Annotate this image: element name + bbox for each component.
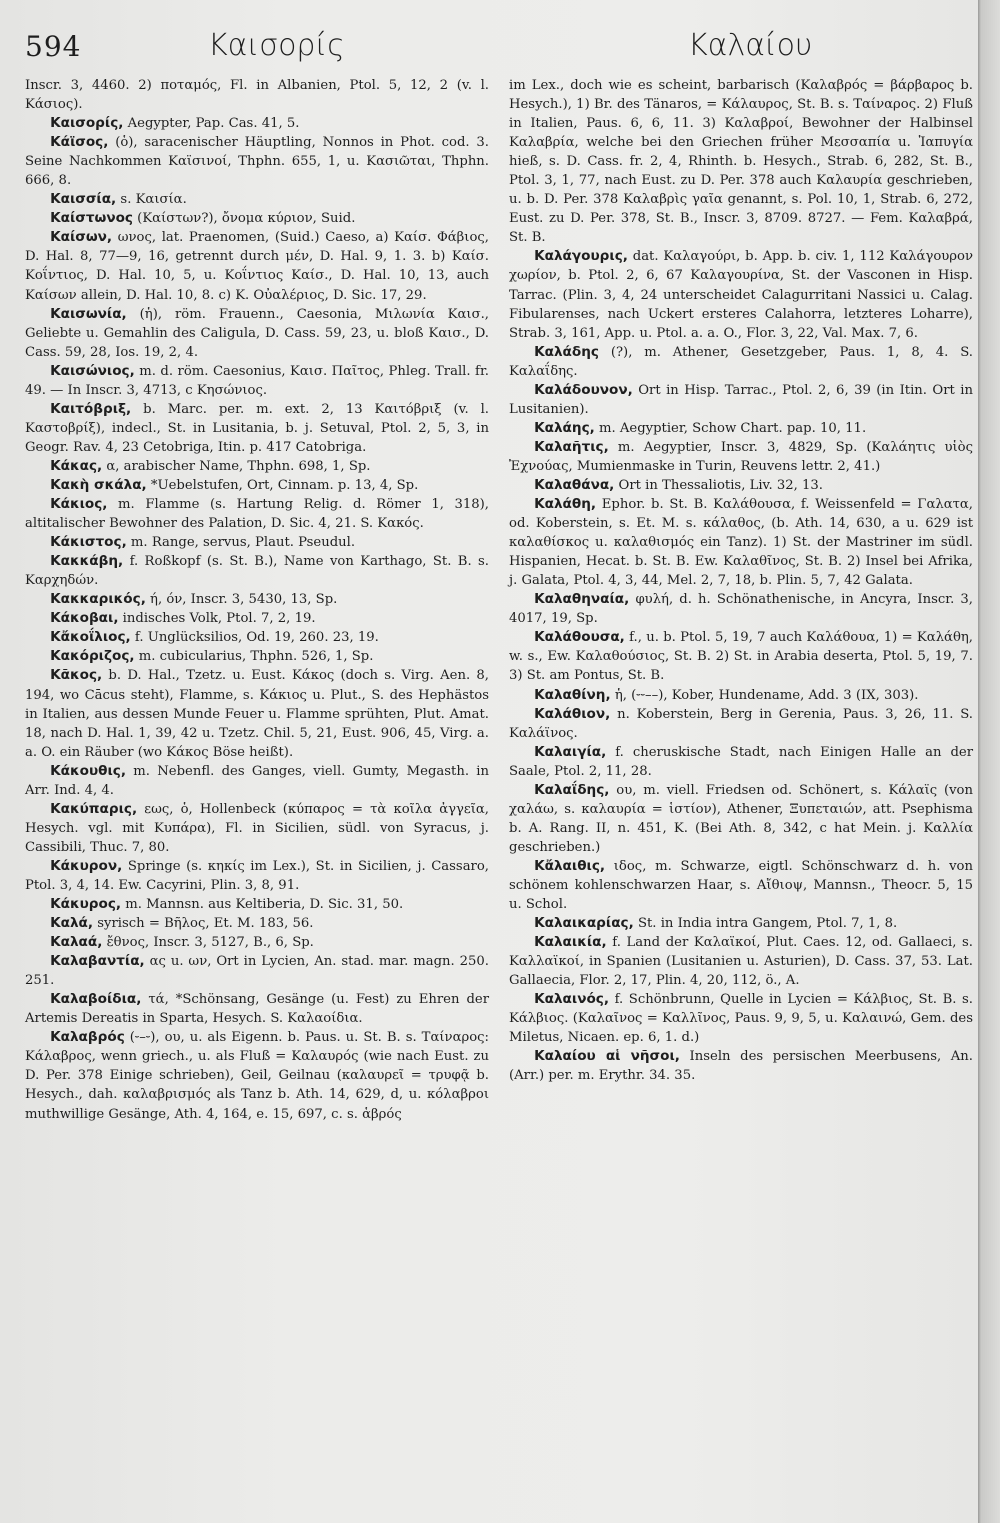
headword: Καίσων, [50, 229, 113, 246]
entry-text: b. D. Hal., Tzetz. u. Eust. Κάκος (doch s. Virg. Aen. 8, 194, wo Cācus steht), Flamme, s. Κάκιος u. Plut., S. des Hephästos in Italien, aus dessen Munde Feuer u. Flamme sprühten, Plut. Amat. 18, nach D. Hal. 1, 39, 42 u. Tzetz. Chil. 5, 21, Eust. 906, 45, Virg. a. a. O. ein Räuber (wo Κάκος Böse heißt). [25, 668, 489, 760]
headword: Κακκαρικός, [50, 591, 146, 608]
headword: Καλάδης [534, 343, 599, 360]
dictionary-entry [509, 343, 973, 381]
headword: Καλάδουνον, [534, 381, 633, 398]
headword: Καλαβαντία, [50, 953, 145, 970]
entry-text: m. Nebenfl. des Ganges, viell. Gumty, Megasth. in Arr. Ind. 4, 4. [25, 763, 489, 798]
dictionary-entry [25, 952, 489, 990]
entry-text: m. Flamme (s. Hartung Relig. d. Römer 1, 318), altitalischer Bewohner des Palation, D. Sic. 4, 21. S. Κακός. [25, 497, 489, 532]
dictionary-entry [25, 895, 489, 914]
headword: Καισσία, [50, 191, 117, 208]
entry-text: φυλή, d. h. Schönathenische, in Ancyra, Inscr. 3, 4017, 19, Sp. [509, 592, 973, 627]
dictionary-entry [509, 476, 973, 495]
entry-text: f. Land der Καλαϊκοί, Plut. Caes. 12, od. Gallaeci, s. Καλλαϊκοί, in Spanien (Lusitanien u. Asturien), D. Cass. 37, 53. Lat. Gallaecia, Flor. 2, 17, Plin. 4, 20, 112, ö., A. [509, 935, 973, 989]
dictionary-entry [509, 914, 973, 933]
headword: Καλαίου αἱ νῆσοι, [534, 1048, 680, 1065]
dictionary-entry [25, 362, 489, 400]
dictionary-entry [509, 705, 973, 743]
dictionary-entry [509, 990, 973, 1047]
dictionary-entry [25, 133, 489, 190]
headword: Καισώνιος, [50, 362, 135, 379]
running-head-left: Καισορίς [208, 28, 345, 63]
headword: Κάκουθις, [50, 762, 126, 779]
dictionary-entry [25, 1028, 489, 1123]
dictionary-entry [509, 247, 973, 342]
dictionary-entry [25, 628, 489, 647]
dictionary-entry [25, 533, 489, 552]
entry-text: s. Καισία. [116, 192, 187, 208]
dictionary-entry [509, 686, 973, 705]
entry-text: Springe (s. κηκίς im Lex.), St. in Sicilien, j. Cassaro, Ptol. 3, 4, 14. Ew. Cacyrini, Plin. 3, 8, 91. [25, 858, 489, 893]
dictionary-entry [509, 933, 973, 990]
entry-text: ἔθνος, Inscr. 3, 5127, B., 6, Sp. [102, 935, 314, 951]
headword: Καίστωνος [50, 210, 133, 227]
entry-text: f. Roßkopf (s. St. B.), Name von Karthago, St. B. s. Καρχηδών. [25, 554, 489, 589]
entry-text: St. in India intra Gangem, Ptol. 7, 1, 8. [633, 916, 898, 932]
dictionary-entry [25, 495, 489, 533]
entry-text: Inseln des persischen Meerbusens, An. (Arr.) per. m. Erythr. 34. 35. [509, 1049, 973, 1084]
headword: Κάκας, [50, 457, 103, 474]
headword: Καισωνία, [50, 305, 127, 322]
page-header [0, 18, 978, 68]
entry-text: m. cubicularius, Thphn. 526, 1, Sp. [134, 649, 374, 665]
entry-text: (ὁ), saracenischer Häuptling, Nonnos in Phot. cod. 3. Seine Nachkommen Καϊσινοί, Thphn. 655, 1, u. Κασιῶται, Thphn. 666, 8. [25, 135, 489, 189]
dictionary-entry [25, 666, 489, 761]
dictionary-entry [509, 857, 973, 914]
dictionary-entry [25, 647, 489, 666]
dictionary-entry [25, 228, 489, 304]
headword: Καλαιγία, [534, 743, 607, 760]
dictionary-entry [509, 590, 973, 628]
entry-text: (ἡ), röm. Frauenn., Caesonia, Μιλωνία Καισ., Geliebte u. Gemahlin des Caligula, D. Cass. 59, 23, u. bloß Καισ., D. Cass. 59, 28, Ios. 19, 2, 4. [25, 306, 489, 360]
entry-text: ἡ, (⏑⏑––), Kober, Hundename, Add. 3 (IX, 303). [610, 687, 919, 703]
running-head-right: Καλαίου [688, 28, 813, 63]
headword: Καλάης, [534, 419, 595, 436]
entry-text: m. Mannsn. aus Keltiberia, D. Sic. 31, 50. [121, 897, 404, 913]
headword: Καλαΐδης, [534, 781, 610, 798]
headword: Κάκιος, [50, 496, 108, 513]
dictionary-entry [509, 628, 973, 685]
entry-text: (Καίστων?), ὄνομα κύριον, Suid. [132, 211, 356, 227]
headword: Κακὴ σκάλα, [50, 476, 147, 493]
headword: Καλάγουρις, [534, 248, 628, 265]
entry-text: m. Aegyptier, Inscr. 3, 4829, Sp. (Καλάητις υἱὸς Ἐχνούας, Mumienmaske in Turin, Reuvens lettr. 2, 41.) [509, 439, 973, 474]
headword: Καλαῆτις, [534, 438, 609, 455]
entry-continuation [25, 76, 489, 114]
dictionary-entry [25, 857, 489, 895]
entry-text: m. Aegyptier, Schow Chart. pap. 10, 11. [594, 420, 867, 436]
entry-text: α, arabischer Name, Thphn. 698, 1, Sp. [102, 458, 371, 474]
entry-text: f. cheruskische Stadt, nach Einigen Halle an der Saale, Ptol. 2, 11, 28. [509, 744, 973, 779]
headword: Κᾶκος, [50, 667, 103, 684]
dictionary-entry [25, 552, 489, 590]
entry-text: Aegypter, Pap. Cas. 41, 5. [123, 116, 300, 132]
entry-text: Ephor. b. St. B. Καλάθουσα, f. Weissenfeld = Γαλατα, od. Koberstein, s. Et. M. s. κάλαθος, (b. Ath. 14, 630, a u. 629 ist καλαθίσκος u. καλαθισμός ein Tanz). 1) St. der Mastriner im südl. Hispanien, Hecat. b. St. B. Ew. Καλαθῖνος, St. B. 2) Insel bei Afrika, j. Galata, Ptol. 4, 3, 44, Mel. 2, 7, 18, b. Plin. 5, 7, 42 Galata. [509, 497, 973, 589]
entry-text: Inscr. 3, 4460. 2) ποταμός, Fl. in Albanien, Ptol. 5, 12, 2 (v. l. Κάσιος). [25, 78, 489, 113]
entry-text: m. d. röm. Caesonius, Καισ. Παῖτος, Phleg. Trall. fr. 49. — In Inscr. 3, 4713, c Κησώνιος. [25, 363, 489, 398]
entry-text: τά, *Schönsang, Gesänge (u. Fest) zu Ehren der Artemis Dereatis in Sparta, Hesych. S. Καλαοίδια. [25, 992, 489, 1027]
headword: Κακκάβη, [50, 553, 124, 570]
entry-text: f., u. b. Ptol. 5, 19, 7 auch Καλάθουα, 1) = Καλάθη, w. s., Ew. Καλαθούσιος, St. B. 2) St. in Arabia deserta, Ptol. 5, 19, 7. 3) St. am Pontus, St. B. [509, 630, 973, 684]
headword: Καλαικαρίας, [534, 915, 634, 932]
entry-text: ιδος, m. Schwarze, eigtl. Schönschwarz d. h. von schönem kohlenschwarzen Haar, s. Αἴθιοψ, Mannsn., Theocr. 5, 15 u. Schol. [509, 858, 973, 913]
entry-text: m. Range, servus, Plaut. Pseudul. [126, 535, 356, 551]
page-number: 594 [25, 30, 82, 63]
dictionary-entry [509, 743, 973, 781]
dictionary-entry [509, 419, 973, 438]
headword: Κἄκοΐλιος, [50, 629, 131, 646]
dictionary-entry [25, 476, 489, 495]
entry-text: ας u. ων, Ort in Lycien, An. stad. mar. magn. 250. 251. [25, 954, 489, 989]
headword: Κἄλαιθις, [534, 857, 606, 874]
headword: Κακόριζος, [50, 648, 135, 665]
dictionary-entry [25, 590, 489, 609]
dictionary-entry [25, 990, 489, 1028]
dictionary-entry [25, 762, 489, 800]
headword: Καλάθιον, [534, 705, 611, 722]
headword: Κακύπαρις, [50, 800, 138, 817]
entry-text: (⏑–⏑), ου, u. als Eigenn. b. Paus. u. St. B. s. Ταίναρος: Κάλαβρος, wenn griech., u. als Fluß = Καλαυρός (wie nach Eust. zu D. Per. 378 Einige schrieben), Geil, Geilnau (καλαυρεῖ = τρυφᾷ b. Hesych., dah. καλαβρισμός als Tanz b. Ath. 14, 629, d, u. κόλαβροι muthwillige Gesänge, Ath. 4, 164, e. 15, 697, c. s. ἁβρός [25, 1030, 489, 1122]
headword: Καισορίς, [50, 115, 124, 132]
headword: Καιτόβριξ, [50, 400, 132, 417]
headword: Καλάθουσα, [534, 629, 625, 646]
entry-text: indisches Volk, Ptol. 7, 2, 19. [118, 611, 316, 627]
entry-text: syrisch = Βῆλος, Et. M. 183, 56. [93, 916, 314, 932]
entry-text: *Uebelstufen, Ort, Cinnam. p. 13, 4, Sp. [146, 477, 419, 493]
right-column [509, 76, 973, 1085]
entry-text: Ort in Thessaliotis, Liv. 32, 13. [614, 477, 823, 493]
entry-text: ου, m. viell. Friedsen od. Schönert, s. Κάλαϊς (von χαλάω, s. καλαυρία = ἱστίον), Athener, Ξυπεταιών, att. Psephisma b. A. Rang. II, n. 451, K. (Bei Ath. 8, 342, c hat Mein. j. Καλλία geschrieben.) [509, 782, 973, 855]
entry-text: b. Marc. per. m. ext. 2, 13 Καιτόβριξ (v. l. Καστοβρίξ), indecl., St. in Lusitania, b. j. Setuval, Ptol. 2, 5, 3, in Geogr. Rav. 4, 23 Cetobriga, Itin. p. 417 Catobriga. [25, 401, 489, 455]
entry-text: f. Schönbrunn, Quelle in Lycien = Κάλβιος, St. B. s. Κάλβιος. (Καλαῖνος = Καλλῖνος, Paus. 9, 9, 5, u. Καλαινώ, Gem. des Miletus, Nicaen. ep. 6, 1. d.) [509, 992, 973, 1046]
headword: Καλαά, [50, 934, 103, 951]
dictionary-entry [25, 914, 489, 933]
entry-text: n. Koberstein, Berg in Gerenia, Paus. 3, 26, 11. S. Καλάϊνος. [509, 706, 973, 741]
entry-text: Ort in Hisp. Tarrac., Ptol. 2, 6, 39 (in Itin. Ort in Lusitanien). [509, 382, 973, 417]
headword: Καλαικία, [534, 934, 607, 951]
headword: Καλαθηναία, [534, 591, 630, 608]
dictionary-entry [25, 933, 489, 952]
entry-text: ή, όν, Inscr. 3, 5430, 13, Sp. [145, 592, 338, 608]
headword: Καλάθη, [534, 496, 597, 513]
dictionary-entry [25, 609, 489, 628]
entry-text: f. Unglücksilios, Od. 19, 260. 23, 19. [130, 630, 379, 646]
entry-text: dat. Καλαγούρι, b. App. b. civ. 1, 112 Καλάγουρον χωρίον, b. Ptol. 2, 6, 67 Καλαγουρίνα, St. der Vasconen in Hisp. Tarrac. (Plin. 3, 4, 24 unterscheidet Calagurritani Nassici u. Calag. Fibularenses, nach Uckert ersteres Calahorra, letzteres Loharre), Strab. 3, 161, App. u. Ptol. a. a. O., Flor. 3, 22, Val. Max. 7, 6. [509, 249, 973, 341]
page-edge-shadow [978, 0, 1000, 1523]
headword: Καλαβοίδια, [50, 991, 142, 1008]
dictionary-entry [509, 438, 973, 476]
dictionary-entry [25, 305, 489, 362]
dictionary-entry [25, 400, 489, 457]
entry-text: im Lex., doch wie es scheint, barbarisch (Καλαβρός = βάρβαρος b. Hesych.), 1) Br. des Tänaros, = Κάλαυρος, St. B. s. Ταίναρος. 2) Fluß in Italien, Paus. 6, 6, 11. 3) Καλαβροί, Bewohner der Halbinsel Καλαβρία, welche bei den Griechen früher Μεσσαπία u. Ἰαπυγία hieß, s. D. Cass. fr. 2, 4, Rhinth. b. Hesych., Strab. 6, 282, St. B., Ptol. 3, 1, 77, nach Eust. zu D. Per. 378 auch Καλαυρία geschrieben, u. b. D. Per. 378 Καλαβρὶς γαῖα genannt, s. Pol. 10, 1, Strab. 6, 272, Eust. zu D. Per. 378, St. B., Inscr. 3, 8709. 8727. — Fem. Καλαβρά, St. B. [509, 78, 973, 246]
dictionary-entry [509, 495, 973, 590]
headword: Κάκυρον, [50, 857, 123, 874]
entry-text: (?), m. Athener, Gesetzgeber, Paus. 1, 8, 4. S. Καλαΐδης. [509, 344, 973, 379]
dictionary-entry [25, 800, 489, 857]
headword: Κάκιστος, [50, 534, 127, 551]
left-column [25, 76, 489, 1124]
headword: Κάκυρος, [50, 896, 122, 913]
headword: Καλαθάνα, [534, 476, 615, 493]
dictionary-entry [25, 209, 489, 228]
dictionary-entry [509, 781, 973, 857]
dictionary-entry [509, 381, 973, 419]
headword: Κάκοβαι, [50, 610, 119, 627]
headword: Καλαβρός [50, 1029, 125, 1046]
headword: Κάϊσος, [50, 134, 109, 151]
entry-continuation [509, 76, 973, 247]
entry-text: εως, ὁ, Hollenbeck (κύπαρος = τὰ κοῖλα ἀγγεῖα, Hesych. vgl. mit Κυπάρα), Fl. in Sicilien, südl. von Syracus, j. Cassibili, Thuc. 7, 80. [25, 801, 489, 855]
dictionary-entry [25, 114, 489, 133]
dictionary-entry [509, 1047, 973, 1085]
dictionary-entry [25, 457, 489, 476]
dictionary-entry [25, 190, 489, 209]
headword: Καλαθίνη, [534, 686, 611, 703]
entry-text: ωνος, lat. Praenomen, (Suid.) Caeso, a) Καίσ. Φάβιος, D. Hal. 8, 77—9, 16, getrennt durch μέν, D. Hal. 9, 1. 3. b) Καίσ. Κοΐντιος, D. Hal. 10, 5, u. Κοΐντιος Καίσ., D. Hal. 10, 13, auch Καίσων allein, D. Hal. 10, 8. c) K. Οὐαλέριος, D. Sic. 17, 29. [25, 230, 489, 303]
headword: Καλά, [50, 915, 94, 932]
headword: Καλαινός, [534, 991, 610, 1008]
